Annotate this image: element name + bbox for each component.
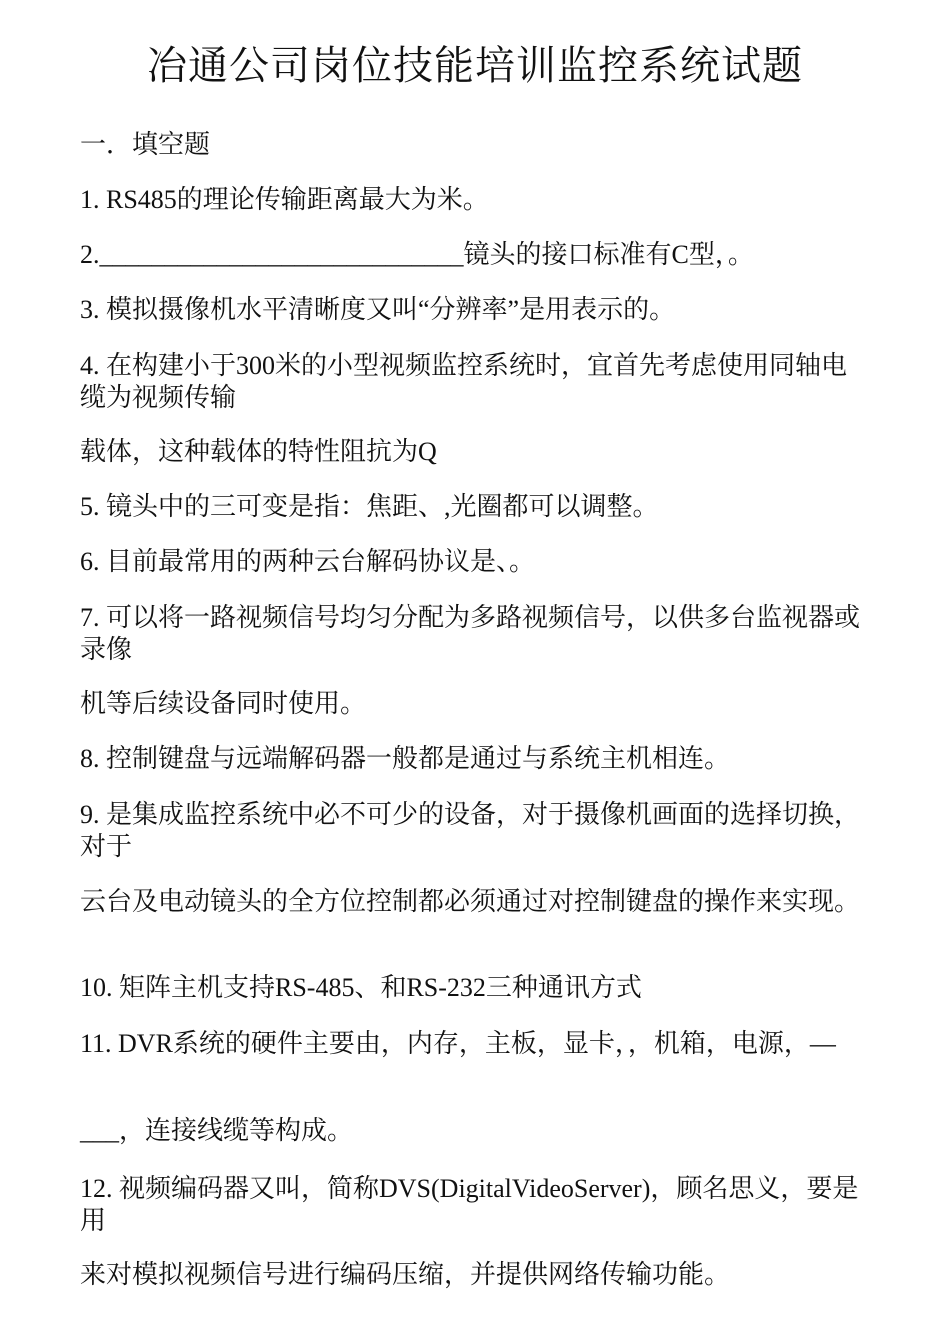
question-4-continued: 载体，这种载体的特性阻抗为Q [80, 437, 437, 466]
question-1: 1. RS485的理论传输距离最大为米。 [80, 185, 489, 214]
question-11: 11. DVR系统的硬件主要由，内存，主板，显卡，，机箱，电源，— [80, 1029, 836, 1058]
question-6: 6. 目前最常用的两种云台解码协议是、。 [80, 547, 536, 576]
section-heading: 一．填空题 [80, 130, 211, 159]
question-3: 3. 模拟摄像机水平清晰度又叫“分辨率”是用表示的。 [80, 295, 676, 324]
question-10: 10. 矩阵主机支持RS-485、和RS-232三种通讯方式 [80, 973, 642, 1002]
question-9-continued: 云台及电动镜头的全方位控制都必须通过对控制键盘的操作来实现。 [80, 887, 861, 916]
question-2: 2.____________________________镜头的接口标准有C型，。 [80, 240, 754, 269]
question-4: 4. 在构建小于300米的小型视频监控系统时，宜首先考虑使用同轴电缆为视频传输 [80, 351, 848, 412]
question-7: 7. 可以将一路视频信号均匀分配为多路视频信号，以供多台监视器或录像 [80, 603, 861, 664]
document-title: 冶通公司岗位技能培训监控系统试题 [147, 43, 803, 88]
question-5: 5. 镜头中的三可变是指：焦距、,光圈都可以调整。 [80, 492, 659, 521]
question-9: 9. 是集成监控系统中必不可少的设备，对于摄像机画面的选择切换，对于 [80, 800, 861, 861]
question-12: 12. 视频编码器又叫，简称DVS(DigitalVideoServer)，顾名思义，要是用 [80, 1174, 859, 1235]
question-8: 8. 控制键盘与远端解码器一般都是通过与系统主机相连。 [80, 744, 731, 773]
question-11-continued: ___，连接线缆等构成。 [80, 1116, 354, 1145]
question-7-continued: 机等后续设备同时使用。 [80, 689, 367, 718]
question-12-continued: 来对模拟视频信号进行编码压缩，并提供网络传输功能。 [80, 1260, 731, 1289]
